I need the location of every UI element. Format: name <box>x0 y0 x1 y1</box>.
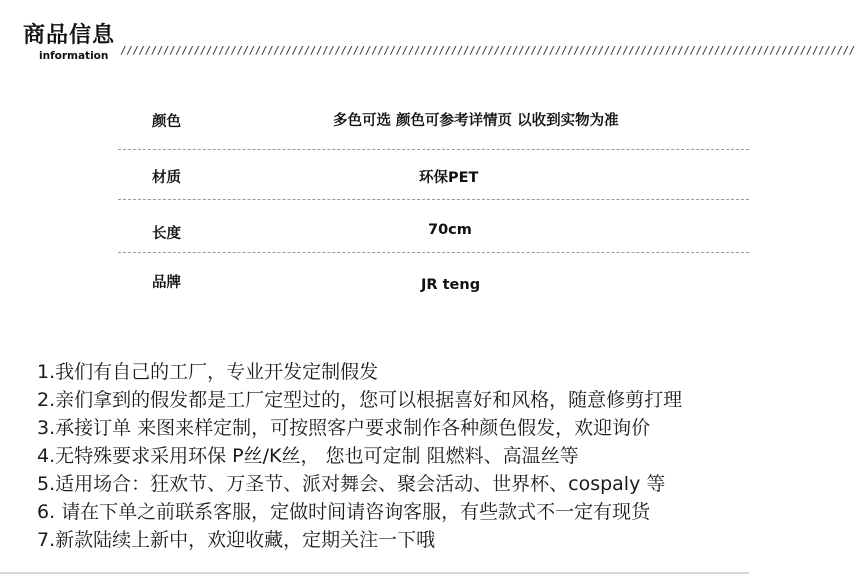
spec-value-brand: JR teng <box>421 277 481 293</box>
note-line: 2.亲们拿到的假发都是工厂定型过的，您可以根据喜好和风格，随意修剪打理 <box>37 389 683 411</box>
note-line: 3.承接订单 来图来样定制，可按照客户要求制作各种颜色假发，欢迎询价 <box>37 417 651 439</box>
bottom-divider <box>0 572 749 574</box>
note-line: 1.我们有自己的工厂，专业开发定制假发 <box>37 361 379 383</box>
spec-label-brand: 品牌 <box>152 275 181 291</box>
spec-value-length: 70cm <box>428 222 472 238</box>
spec-divider <box>118 199 749 200</box>
spec-value-color: 多色可选 颜色可参考详情页 以收到实物为准 <box>333 113 619 129</box>
spec-divider <box>118 252 749 253</box>
spec-label-color: 颜色 <box>152 114 181 130</box>
note-line: 5.适用场合：狂欢节、万圣节、派对舞会、聚会活动、世界杯、cospaly 等 <box>37 473 666 495</box>
note-line: 6. 请在下单之前联系客服，定做时间请咨询客服，有些款式不一定有现货 <box>37 501 651 523</box>
section-subtitle: information <box>39 50 109 62</box>
spec-divider <box>118 149 749 150</box>
notes-list <box>37 358 749 554</box>
spec-label-length: 长度 <box>152 226 181 242</box>
spec-value-material: 环保PET <box>419 170 479 186</box>
spec-label-material: 材质 <box>152 170 181 186</box>
note-line: 7.新款陆续上新中，欢迎收藏，定期关注一下哦 <box>37 529 436 551</box>
section-title: 商品信息 <box>23 23 116 48</box>
decorative-slash-line: //////////////////////////////////////////////////////////////////////////////////////////////////////////////////////// <box>120 44 855 57</box>
note-line: 4.无特殊要求采用环保 P丝/K丝， 您也可定制 阻燃料、高温丝等 <box>37 445 579 467</box>
